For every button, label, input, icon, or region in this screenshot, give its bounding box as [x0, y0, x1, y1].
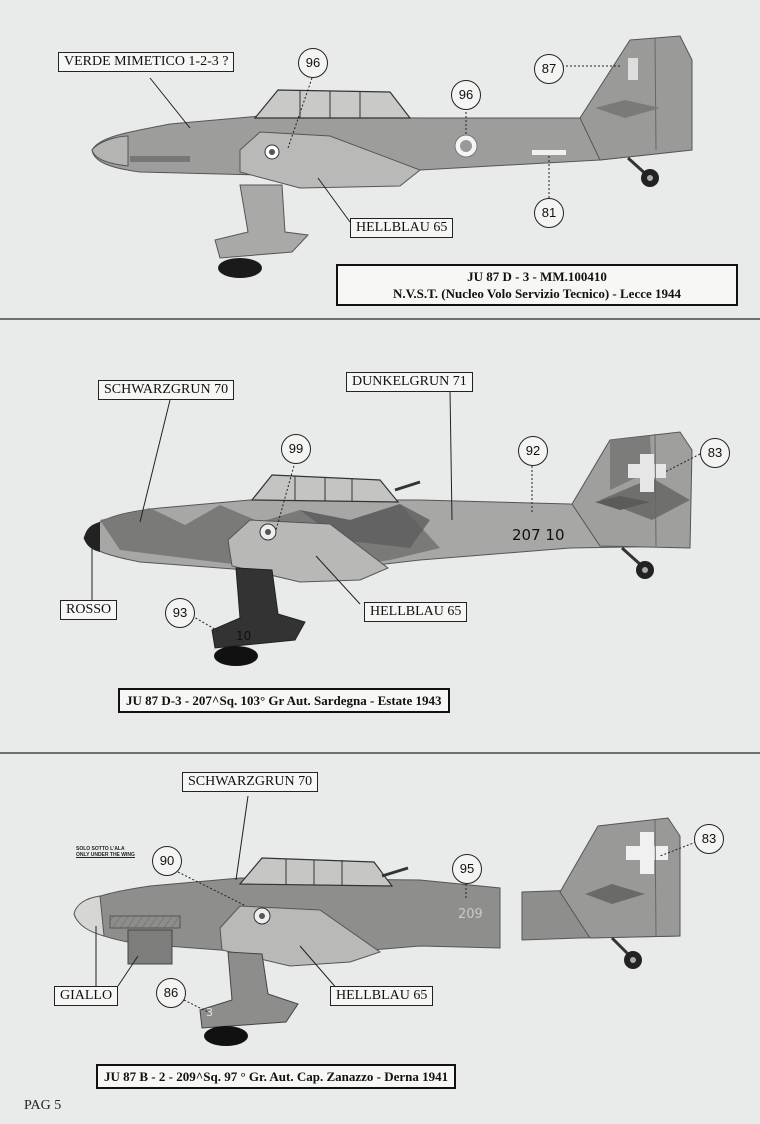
- caption-1-line2: N.V.S.T. (Nucleo Volo Servizio Tecnico) - Lecce 1944: [392, 286, 682, 301]
- caption-aircraft-1: [336, 264, 738, 306]
- aircraft-2: [84, 432, 692, 666]
- fuselage-code-2: 207 10: [512, 526, 565, 544]
- label-verde-mimetico: VERDE MIMETICO 1-2-3 ?: [58, 52, 234, 72]
- wing-note-it: SOLO SOTTO L'ALA: [76, 846, 125, 852]
- label-hellblau-2: HELLBLAU 65: [364, 602, 467, 622]
- fuselage-code-3: 209: [458, 907, 483, 922]
- label-giallo: GIALLO: [54, 986, 118, 1006]
- marker-96a: 96: [298, 48, 328, 78]
- marker-93: 93: [165, 598, 195, 628]
- marker-99: 99: [281, 434, 311, 464]
- label-schwarzgrun-2: SCHWARZGRUN 70: [98, 380, 234, 400]
- divider-1: [0, 318, 760, 320]
- label-hellblau-3: HELLBLAU 65: [330, 986, 433, 1006]
- marker-90: 90: [152, 846, 182, 876]
- marker-86: 86: [156, 978, 186, 1008]
- marker-96b: 96: [451, 80, 481, 110]
- marker-83b: 83: [694, 824, 724, 854]
- gear-code-2: 10: [236, 629, 252, 643]
- gear-code-3: 3: [206, 1006, 213, 1019]
- aircraft-1: [92, 36, 692, 278]
- marker-87: 87: [534, 54, 564, 84]
- label-rosso: ROSSO: [60, 600, 117, 620]
- caption-aircraft-2: JU 87 D-3 - 207^Sq. 103° Gr Aut. Sardegna - Estate 1943: [118, 688, 450, 713]
- marker-83a: 83: [700, 438, 730, 468]
- caption-1-line1: JU 87 D - 3 - MM.100410: [467, 269, 607, 284]
- marker-92: 92: [518, 436, 548, 466]
- label-schwarzgrun-3: SCHWARZGRUN 70: [182, 772, 318, 792]
- wing-note: [76, 846, 135, 858]
- label-dunkelgrun: DUNKELGRUN 71: [346, 372, 473, 392]
- caption-aircraft-3: JU 87 B - 2 - 209^Sq. 97 ° Gr. Aut. Cap. Zanazzo - Derna 1941: [96, 1064, 456, 1089]
- page-number: PAG 5: [24, 1098, 62, 1113]
- marker-81: 81: [534, 198, 564, 228]
- marker-95: 95: [452, 854, 482, 884]
- label-hellblau-1: HELLBLAU 65: [350, 218, 453, 238]
- divider-2: [0, 752, 760, 754]
- wing-note-en: ONLY UNDER THE WING: [76, 852, 135, 858]
